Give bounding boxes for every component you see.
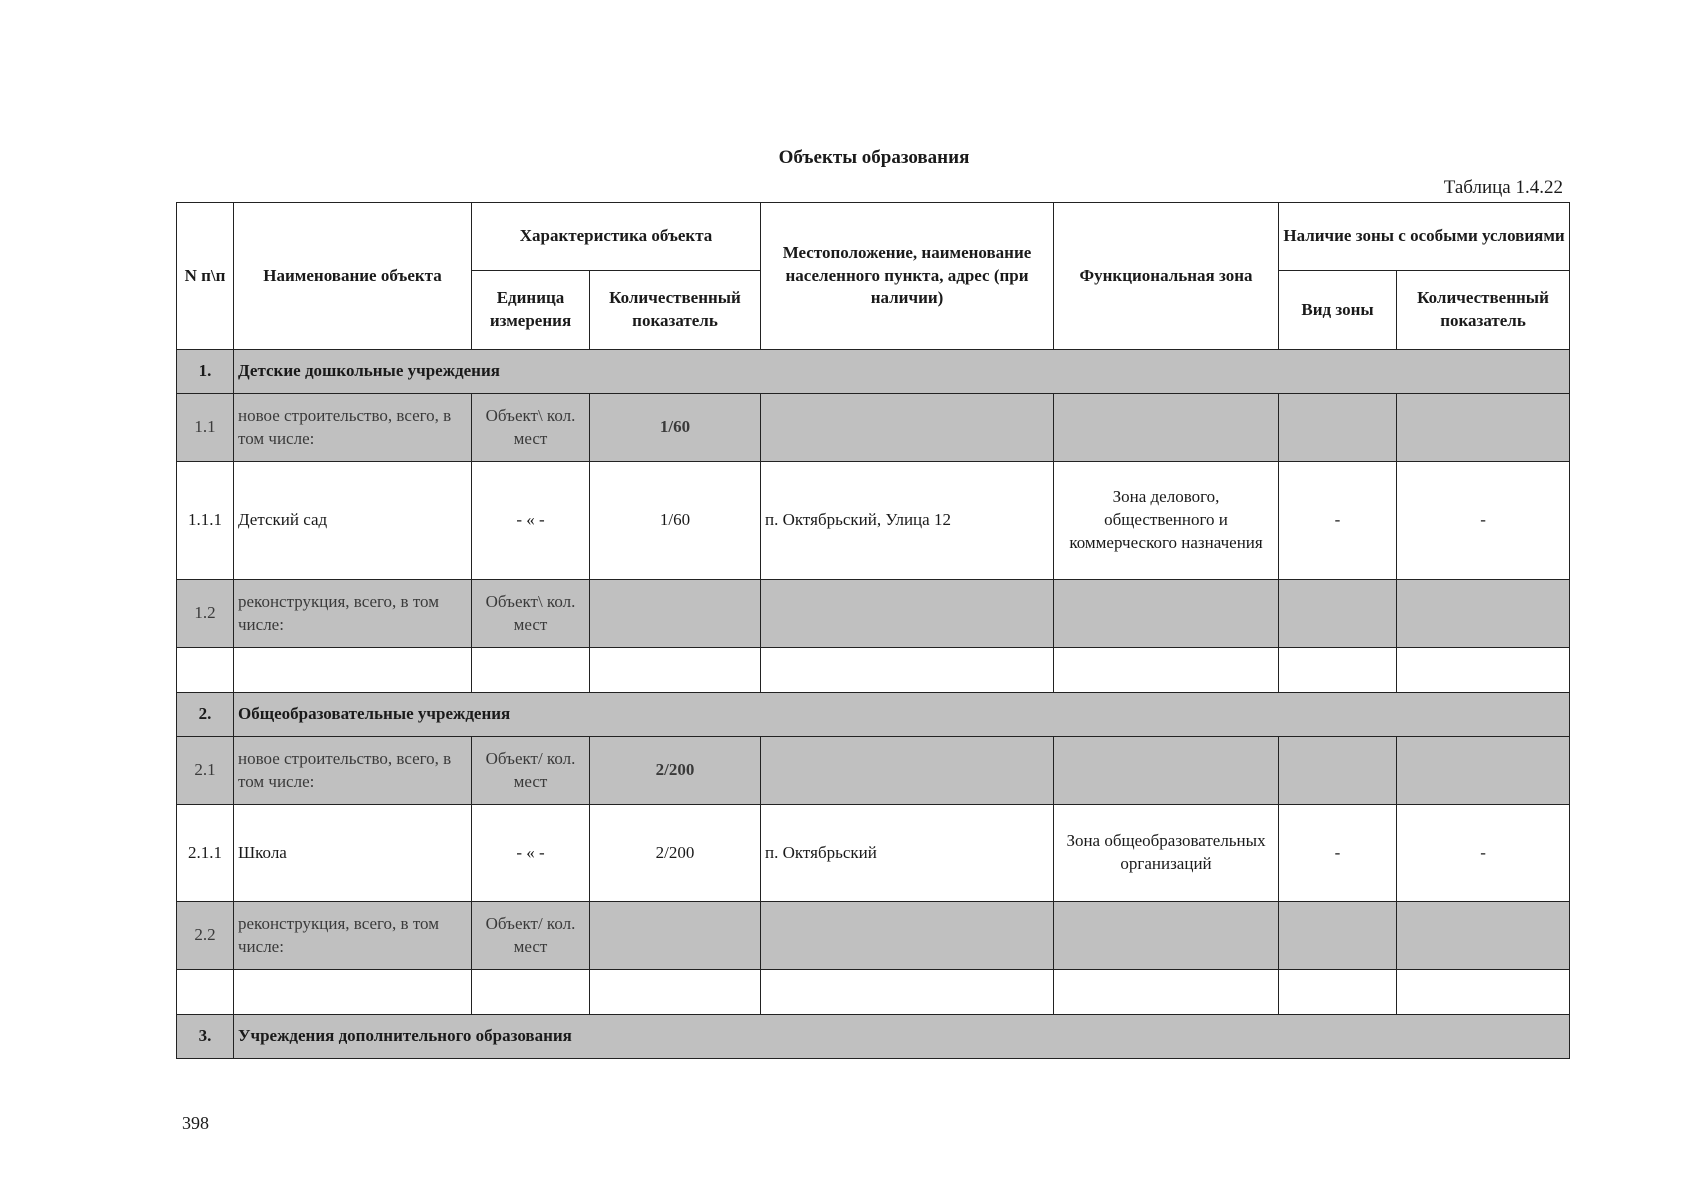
row-location: п. Октябрьский, Улица 12 bbox=[761, 462, 1054, 580]
row-num: 1.1.1 bbox=[177, 462, 234, 580]
row-quantity: 2/200 bbox=[590, 737, 761, 805]
row-location bbox=[761, 580, 1054, 648]
row-zone-type: - bbox=[1279, 462, 1397, 580]
row-num: 2.1 bbox=[177, 737, 234, 805]
header-zone-quantity: Количественный показатель bbox=[1397, 271, 1570, 350]
row-num: 1.2 bbox=[177, 580, 234, 648]
row-num: 1.1 bbox=[177, 394, 234, 462]
row-zone bbox=[1054, 902, 1279, 970]
row-unit: - « - bbox=[472, 805, 590, 902]
row-quantity: 1/60 bbox=[590, 394, 761, 462]
row-zone: Зона делового, общественного и коммерческого назначения bbox=[1054, 462, 1279, 580]
row-zone-quantity bbox=[1397, 580, 1570, 648]
row-unit: Объект\ кол. мест bbox=[472, 394, 590, 462]
table-number: Таблица 1.4.22 bbox=[1443, 177, 1563, 198]
row-zone-quantity bbox=[1397, 737, 1570, 805]
row-zone bbox=[1054, 580, 1279, 648]
row-location: п. Октябрьский bbox=[761, 805, 1054, 902]
row-location bbox=[761, 394, 1054, 462]
table-row bbox=[177, 805, 1570, 902]
table-row bbox=[177, 394, 1570, 462]
row-unit: Объект/ кол. мест bbox=[472, 902, 590, 970]
row-zone bbox=[1054, 394, 1279, 462]
section-row bbox=[177, 350, 1570, 394]
row-zone-type bbox=[1279, 394, 1397, 462]
section-num: 1. bbox=[177, 350, 234, 394]
header-special-zone: Наличие зоны с особыми условиями bbox=[1279, 203, 1570, 271]
section-num: 2. bbox=[177, 693, 234, 737]
table-row bbox=[177, 902, 1570, 970]
row-quantity bbox=[590, 580, 761, 648]
row-zone-type bbox=[1279, 580, 1397, 648]
empty-row bbox=[177, 648, 1570, 693]
row-name: новое строительство, всего, в том числе: bbox=[234, 737, 472, 805]
row-zone-type bbox=[1279, 902, 1397, 970]
header-quantity: Количественный показатель bbox=[590, 271, 761, 350]
page-number: 398 bbox=[182, 1113, 209, 1133]
row-name: Школа bbox=[234, 805, 472, 902]
header-location: Местоположение, наименование населенного пункта, адрес (при наличии) bbox=[761, 203, 1054, 350]
row-name: Детский сад bbox=[234, 462, 472, 580]
education-objects-table bbox=[176, 202, 1570, 1059]
table-row bbox=[177, 462, 1570, 580]
row-quantity: 1/60 bbox=[590, 462, 761, 580]
document-title: Объекты образования bbox=[778, 147, 970, 168]
table-row bbox=[177, 580, 1570, 648]
row-num: 2.2 bbox=[177, 902, 234, 970]
row-zone bbox=[1054, 737, 1279, 805]
row-quantity bbox=[590, 902, 761, 970]
row-name: реконструкция, всего, в том числе: bbox=[234, 580, 472, 648]
row-location bbox=[761, 902, 1054, 970]
row-unit: Объект\ кол. мест bbox=[472, 580, 590, 648]
row-name: реконструкция, всего, в том числе: bbox=[234, 902, 472, 970]
header-name: Наименование объекта bbox=[234, 203, 472, 350]
table-row bbox=[177, 737, 1570, 805]
row-location bbox=[761, 737, 1054, 805]
row-zone-type: - bbox=[1279, 805, 1397, 902]
row-zone: Зона общеобразовательных организаций bbox=[1054, 805, 1279, 902]
section-row bbox=[177, 693, 1570, 737]
row-zone-quantity: - bbox=[1397, 462, 1570, 580]
header-unit: Единица измерения bbox=[472, 271, 590, 350]
header-num: N п\п bbox=[177, 203, 234, 350]
row-zone-type bbox=[1279, 737, 1397, 805]
row-zone-quantity: - bbox=[1397, 805, 1570, 902]
section-row bbox=[177, 1015, 1570, 1059]
section-num: 3. bbox=[177, 1015, 234, 1059]
empty-row bbox=[177, 970, 1570, 1015]
section-title: Детские дошкольные учреждения bbox=[234, 350, 1570, 394]
section-title: Учреждения дополнительного образования bbox=[234, 1015, 1570, 1059]
row-name: новое строительство, всего, в том числе: bbox=[234, 394, 472, 462]
row-num: 2.1.1 bbox=[177, 805, 234, 902]
row-unit: - « - bbox=[472, 462, 590, 580]
row-zone-quantity bbox=[1397, 394, 1570, 462]
row-unit: Объект/ кол. мест bbox=[472, 737, 590, 805]
row-quantity: 2/200 bbox=[590, 805, 761, 902]
row-zone-quantity bbox=[1397, 902, 1570, 970]
section-title: Общеобразовательные учреждения bbox=[234, 693, 1570, 737]
header-characteristics: Характеристика объекта bbox=[472, 203, 761, 271]
header-zone: Функциональная зона bbox=[1054, 203, 1279, 350]
header-zone-type: Вид зоны bbox=[1279, 271, 1397, 350]
